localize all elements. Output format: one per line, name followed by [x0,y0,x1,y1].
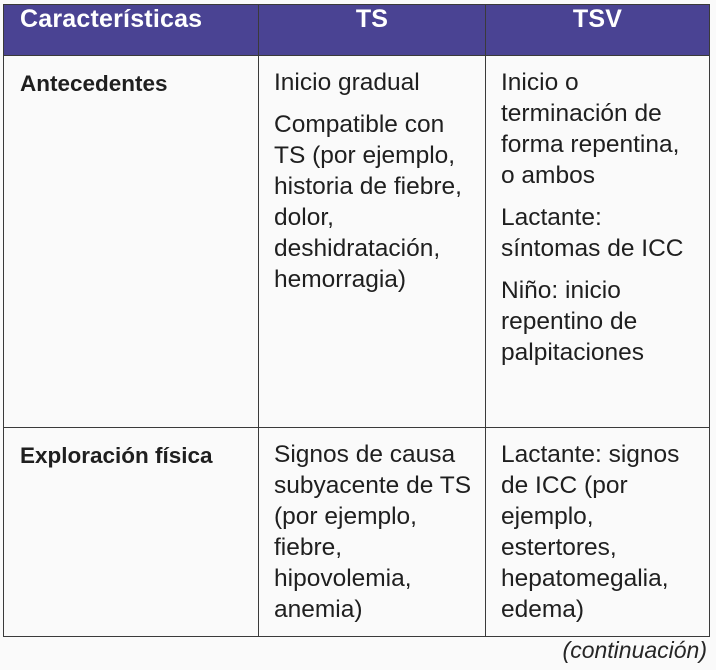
tsv-text: Lactante: signos de ICC (por ejemplo, estertores, hepatomegalia, edema) [501,441,680,623]
row-label: Antecedentes [4,56,259,428]
comparison-table [3,4,710,637]
tsv-cell [486,428,710,637]
tsv-text: Niño: inicio repentino de palpitaciones [501,277,645,366]
tsv-cell [486,56,710,428]
ts-text: Compatible con TS (por ejemplo, historia de fiebre, dolor, deshidratación, hemorragia) [274,111,462,293]
row-label: Exploración física [4,428,259,637]
header-row [4,5,710,56]
ts-text: Inicio gradual [274,69,420,96]
tsv-text: Lactante: síntomas de ICC [501,204,684,262]
header-tsv: TSV [486,5,710,56]
header-ts: TS [259,5,486,56]
header-caracteristicas: Características [4,5,259,56]
continuation-note: (continuación) [562,637,707,663]
ts-cell [259,428,486,637]
ts-text: Signos de causa subyacente de TS (por ejemplo, fiebre, hipovolemia, anemia) [274,441,472,623]
tsv-text: Inicio o terminación de forma repentina, o ambos [501,69,680,189]
table-row [4,428,710,637]
ts-cell [259,56,486,428]
table-row [4,56,710,428]
